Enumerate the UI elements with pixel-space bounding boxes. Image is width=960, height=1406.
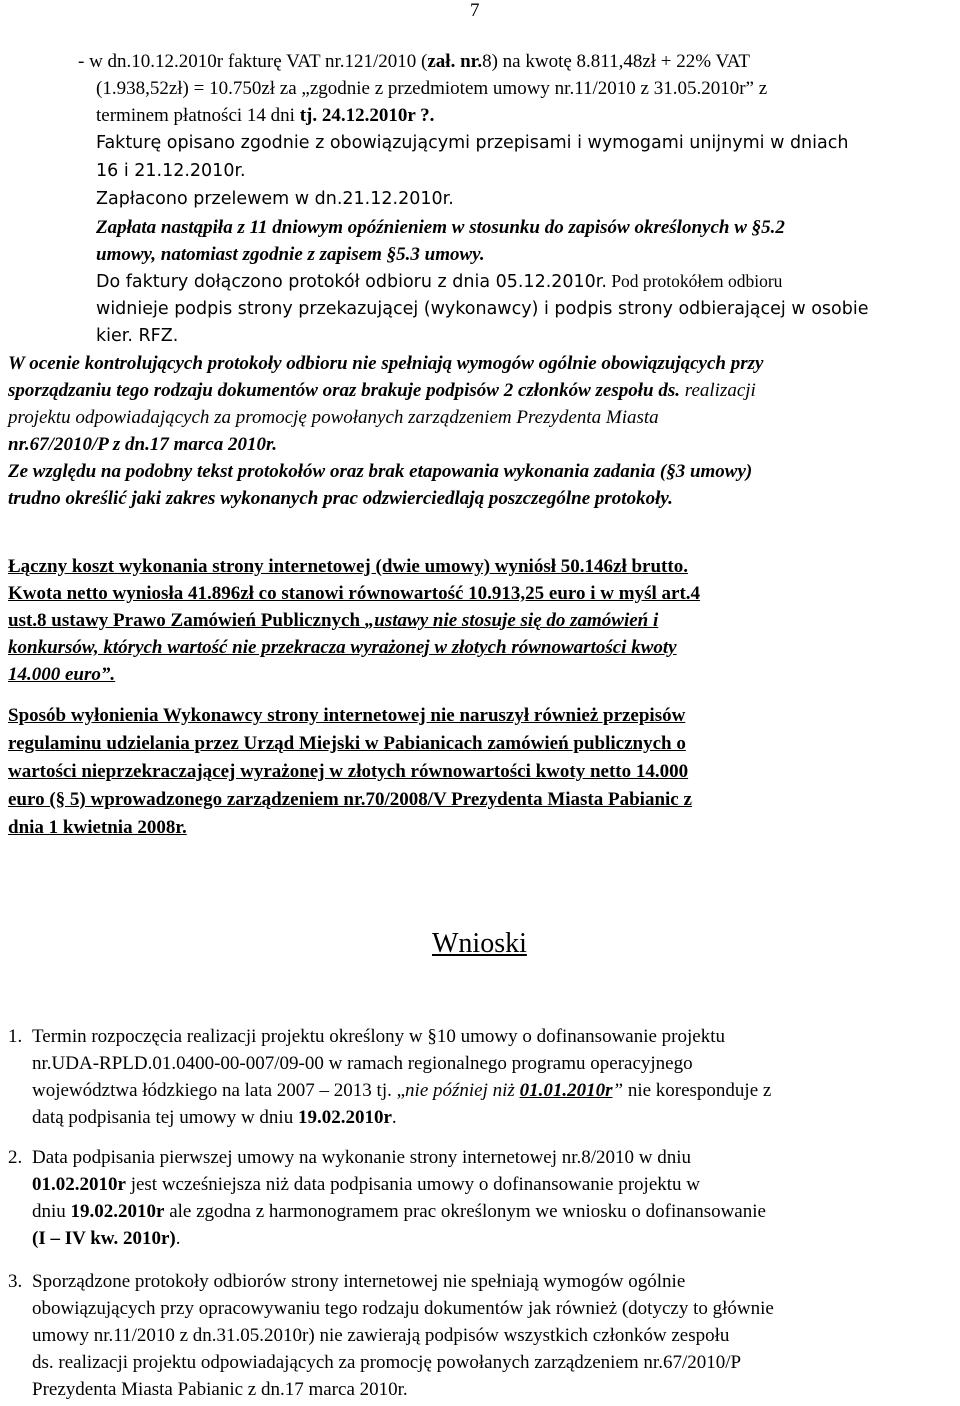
conclusion-number: 1.: [8, 1026, 23, 1047]
conclusions-heading: Wnioski: [432, 928, 527, 959]
conclusion-number: 3.: [8, 1271, 23, 1292]
cost-line-3: ust.8 ustawy Prawo Zamówień Publicznych „ustawy nie stosuje się do zamówień i: [8, 610, 659, 631]
invoice-line-5: 16 i 21.12.2010r.: [96, 161, 246, 181]
selection-line-2: regulaminu udzielania przez Urząd Miejski w Pabianicach zamówień publicznych o: [8, 733, 686, 754]
invoice-line-9: Do faktury dołączono protokół odbioru z dnia 05.12.2010r. Pod protokółem odbioru: [96, 271, 783, 292]
selection-line-4: euro (§ 5) wprowadzonego zarządzeniem nr.70/2008/V Prezydenta Miasta Pabianic z: [8, 789, 692, 810]
assessment-line-1: W ocenie kontrolujących protokoły odbioru nie spełniają wymogów ogólnie obowiązujących przy: [8, 353, 764, 374]
invoice-line-3: terminem płatności 14 dni tj. 24.12.2010r ?.: [96, 105, 435, 126]
conclusion-2-line-3: dniu 19.02.2010r ale zgodna z harmonogramem prac określonym we wniosku o dofinansowanie: [32, 1201, 766, 1222]
assessment-line-5: Ze względu na podobny tekst protokołów oraz brak etapowania wykonania zadania (§3 umowy): [8, 461, 753, 482]
conclusion-number: 2.: [8, 1147, 23, 1168]
conclusion-3-line-1: Sporządzone protokoły odbiorów strony internetowej nie spełniają wymogów ogólnie: [32, 1271, 686, 1292]
selection-line-3: wartości nieprzekraczającej wyrażonej w złotych równowartości kwoty netto 14.000: [8, 761, 689, 782]
conclusion-3-line-4: ds. realizacji projektu odpowiadających za promocję powołanych zarządzeniem nr.67/2010/P: [32, 1352, 742, 1373]
invoice-line-11: kier. RFZ.: [96, 326, 179, 346]
assessment-line-4: nr.67/2010/P z dn.17 marca 2010r.: [8, 434, 278, 455]
conclusion-2-line-4: (I – IV kw. 2010r).: [32, 1228, 181, 1249]
page-number: 7: [470, 0, 480, 21]
conclusion-3-line-3: umowy nr.11/2010 z dn.31.05.2010r) nie zawierają podpisów wszystkich członków zespołu: [32, 1325, 730, 1346]
selection-line-1: Sposób wyłonienia Wykonawcy strony internetowej nie naruszył również przepisów: [8, 705, 686, 726]
conclusion-1-line-2: nr.UDA-RPLD.01.0400-00-007/09-00 w ramach regionalnego programu operacyjnego: [32, 1053, 693, 1074]
cost-line-4: konkursów, których wartość nie przekracza wyrażonej w złotych równowartości kwoty: [8, 637, 677, 658]
conclusion-2-line-1: Data podpisania pierwszej umowy na wykonanie strony internetowej nr.8/2010 w dniu: [32, 1147, 692, 1168]
conclusion-1-line-1: Termin rozpoczęcia realizacji projektu określony w §10 umowy o dofinansowanie projektu: [32, 1026, 725, 1047]
conclusion-1-line-4: datą podpisania tej umowy w dniu 19.02.2010r.: [32, 1107, 397, 1128]
selection-line-5: dnia 1 kwietnia 2008r.: [8, 817, 187, 838]
assessment-line-6: trudno określić jaki zakres wykonanych prac odzwierciedlają poszczególne protokoły.: [8, 488, 673, 509]
conclusion-3-line-5: Prezydenta Miasta Pabianic z dn.17 marca 2010r.: [32, 1379, 408, 1400]
conclusion-item-1: [8, 1023, 958, 1133]
invoice-line-8: umowy, natomiast zgodnie z zapisem §5.3 umowy.: [96, 244, 485, 265]
cost-line-2: Kwota netto wyniosła 41.896zł co stanowi równowartość 10.913,25 euro i w myśl art.4: [8, 583, 701, 604]
invoice-line-2: (1.938,52zł) = 10.750zł za „zgodnie z przedmiotem umowy nr.11/2010 z 31.05.2010r” z: [96, 78, 768, 99]
conclusion-1-line-3: województwa łódzkiego na lata 2007 – 2013 tj. „nie później niż 01.01.2010r” nie koresponduje z: [32, 1080, 772, 1101]
invoice-line-4: Fakturę opisano zgodnie z obowiązującymi przepisami i wymogami unijnymi w dniach: [96, 133, 849, 153]
assessment-line-2: sporządzaniu tego rodzaju dokumentów oraz brakuje podpisów 2 członków zespołu ds. realizacji: [8, 380, 756, 401]
conclusion-2-line-2: 01.02.2010r jest wcześniejsza niż data podpisania umowy o dofinansowanie projektu w: [32, 1174, 701, 1195]
conclusion-3-line-2: obowiązujących przy opracowywaniu tego rodzaju dokumentów jak również (dotyczy to głównie: [32, 1298, 774, 1319]
cost-line-1: Łączny koszt wykonania strony internetowej (dwie umowy) wyniósł 50.146zł brutto.: [8, 556, 688, 577]
invoice-line-7: Zapłata nastąpiła z 11 dniowym opóźnieniem w stosunku do zapisów określonych w §5.2: [96, 217, 785, 238]
conclusion-item-3: [8, 1268, 958, 1404]
invoice-line-10: widnieje podpis strony przekazującej (wykonawcy) i podpis strony odbierającej w osobie: [96, 299, 869, 319]
assessment-line-3: projektu odpowiadających za promocję powołanych zarządzeniem Prezydenta Miasta: [8, 407, 659, 428]
invoice-line-6: Zapłacono przelewem w dn.21.12.2010r.: [96, 189, 454, 209]
invoice-line-1: - w dn.10.12.2010r fakturę VAT nr.121/2010 (zał. nr.8) na kwotę 8.811,48zł + 22% VAT: [78, 51, 750, 72]
cost-line-5: 14.000 euro”.: [8, 664, 116, 685]
conclusion-item-2: [8, 1144, 958, 1254]
